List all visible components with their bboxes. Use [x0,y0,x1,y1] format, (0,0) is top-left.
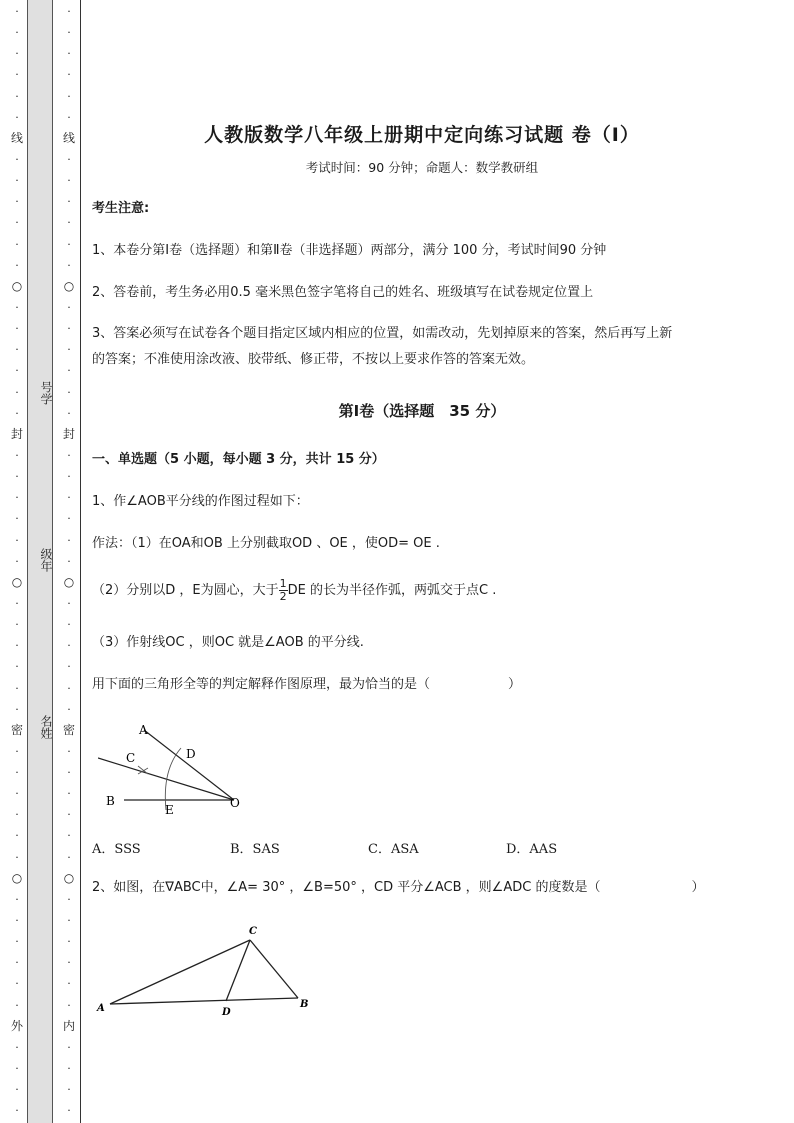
seal-mark-line: 线 [10,130,23,145]
label-b: B [300,999,309,1010]
q1-step2 [92,578,496,604]
ray-oc [98,758,234,800]
label-c: C [126,751,136,765]
label-d: D [186,747,196,761]
outer-dot-column: · · · · · · 线 · · · · · · ○ · · · · · · 封 · · · · · · ○ · · · · · · 密 · · · · · · ○ · · · · · · 外 · · · · [10,5,23,1118]
section-title: 第Ⅰ卷（选择题 35 分） [338,402,506,420]
q2-figure [92,922,322,1018]
q1-question: 用下面的三角形全等的判定解释作图原理，最为恰当的是（ ） [92,677,522,692]
grade-label: 级年 [39,548,53,572]
student-number-label: 号学 [39,381,53,405]
seal-mark-circle: ○ [63,870,75,885]
q1-step3: （3）作射线OC ，则OC 就是∠AOB 的平分线. [92,635,364,650]
fraction-one-half [279,578,288,603]
q1-step2-part-a: （2）分别以D ，E为圆心，大于 [92,583,279,598]
label-a: A [97,1003,105,1014]
seal-mark-line: 线 [62,130,75,145]
notice-heading: 考生注意: [92,201,150,216]
side-bc [250,940,298,998]
name-label: 名姓 [39,715,53,739]
seal-mark-circle: ○ [11,574,23,589]
fraction-numerator: 1 [279,577,287,590]
q1-option-b: B．SAS [230,842,280,857]
ray-oa [144,730,234,800]
side-ab [110,998,298,1004]
q1-option-d: D．AAS [506,842,558,857]
info-strip [27,0,53,1123]
inner-dot-column: · · · · · · 线 · · · · · · ○ · · · · · · 封 · · · · · · ○ · · · · · · 密 · · · · · · ○ · · · · · · 内 · · · · [62,5,75,1118]
binding-margin [0,0,82,1123]
q1-option-c: C．ASA [368,842,419,857]
exam-subtitle: 考试时间：90 分钟；命题人：数学教研组 [305,160,539,175]
part-heading: 一、单选题（5 小题，每小题 3 分，共计 15 分） [92,452,385,467]
q1-step1: 作法：（1）在OA和OB 上分别截取OD 、OE ，使OD= OE . [92,536,440,551]
q1-stem: 1、作∠AOB平分线的作图过程如下： [92,494,309,509]
seal-mark-outer: 外 [10,1018,23,1033]
notice-item-3-line2: 的答案；不准使用涂改液、胶带纸、修正带，不按以上要求作答的答案无效。 [92,352,535,367]
notice-item-1: 1、本卷分第Ⅰ卷（选择题）和第Ⅱ卷（非选择题）两部分，满分 100 分，考试时间90 分钟 [92,243,607,258]
seal-mark-seal: 封 [62,426,75,441]
q1-option-a: A．SSS [92,842,141,857]
exam-title: 人教版数学八年级上册期中定向练习试题 卷（Ⅰ） [204,124,640,146]
seal-mark-inner: 内 [62,1018,75,1033]
label-a: A [139,723,148,737]
label-c: C [249,926,257,937]
label-b: B [106,794,115,808]
seal-mark-circle: ○ [63,278,75,293]
seal-mark-circle: ○ [63,574,75,589]
seal-mark-circle: ○ [11,870,23,885]
seal-mark-secret: 密 [62,722,75,737]
seal-mark-secret: 密 [10,722,23,737]
q1-step2-part-b: DE 的长为半径作弧，两弧交于点C . [287,583,497,598]
arc-intersection-c [138,766,148,774]
notice-item-3-line1: 3、答案必须写在试卷各个题目指定区域内相应的位置，如需改动，先划掉原来的答案，然后再写上新 [92,326,673,341]
seal-mark-seal: 封 [10,426,23,441]
q2-stem: 2、如图，在∇ABC中，∠A= 30° ，∠B=50° ，CD 平分∠ACB ，则∠ADC 的度数是（ ） [92,880,705,895]
q1-figure [98,714,248,820]
label-e: E [165,803,174,817]
notice-item-2: 2、答卷前，考生务必用0.5 毫米黑色签字笔将自己的姓名、班级填写在试卷规定位置上 [92,285,594,300]
label-o: O [230,796,240,810]
fraction-denominator: 2 [279,590,287,603]
margin-divider [80,0,81,1123]
label-d: D [222,1007,231,1018]
seal-mark-circle: ○ [11,278,23,293]
